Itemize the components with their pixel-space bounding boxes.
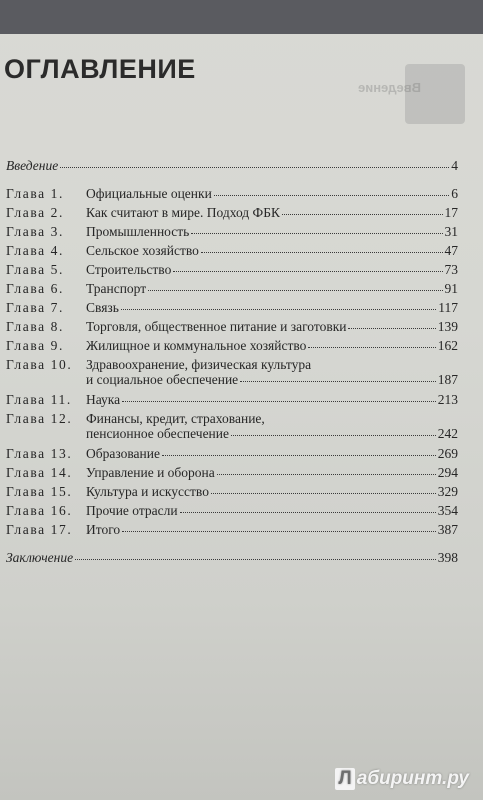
- chapter-title-line: Сельское хозяйство: [86, 243, 199, 258]
- chapter-title-line: Образование: [86, 446, 160, 461]
- toc-page-number: 398: [437, 550, 458, 565]
- toc-page-number: 162: [437, 338, 458, 353]
- toc-page-number: 4: [451, 158, 458, 173]
- dot-leader: [217, 474, 436, 475]
- chapter-label: Глава 1.: [6, 186, 65, 201]
- chapter-label: Глава 6.: [6, 281, 65, 296]
- dot-leader: [173, 271, 442, 272]
- toc-page-number: 387: [437, 522, 458, 537]
- toc-page-number: 269: [437, 446, 458, 461]
- chapter-label: Глава 15.: [6, 484, 73, 499]
- publisher-watermark: [335, 768, 469, 790]
- toc-page-number: 91: [444, 281, 458, 296]
- chapter-title-line: Жилищное и коммунальное хозяйство: [86, 338, 307, 353]
- dot-leader: [75, 559, 436, 560]
- toc-page-number: 31: [444, 224, 458, 239]
- chapter-label: Глава 4.: [6, 243, 65, 258]
- chapter-title-line: Связь: [86, 300, 119, 315]
- toc-page-number: 139: [437, 319, 458, 334]
- chapter-title-line: Финансы, кредит, страхование,: [86, 411, 265, 426]
- dot-leader: [180, 512, 436, 513]
- chapter-title-line: Управление и оборона: [86, 465, 215, 480]
- dot-leader: [60, 167, 449, 168]
- toc-page-number: 47: [444, 243, 458, 258]
- toc-page-number: 213: [437, 392, 458, 407]
- dot-leader: [348, 328, 435, 329]
- watermark-text: абиринт.ру: [356, 768, 469, 789]
- chapter-label: Глава 3.: [6, 224, 65, 239]
- chapter-label: Глава 7.: [6, 300, 65, 315]
- toc-entry-title: Введение: [6, 158, 59, 173]
- chapter-title-line: Итого: [86, 522, 121, 537]
- chapter-title-line: Прочие отрасли: [86, 503, 178, 518]
- chapter-label: Глава 13.: [6, 446, 73, 461]
- dot-leader: [162, 455, 436, 456]
- chapter-title-line: Промышленность: [86, 224, 190, 239]
- chapter-title-line: Торговля, общественное питание и заготовки: [86, 319, 347, 334]
- toc-page-number: 329: [437, 484, 458, 499]
- dot-leader: [201, 252, 443, 253]
- watermark-logo-mark: Л: [335, 768, 354, 790]
- chapter-label: Глава 10.: [6, 357, 73, 372]
- chapter-title-line: Здравоохранение, физическая культура: [86, 357, 312, 372]
- chapter-title-line: Официальные оценки: [86, 186, 212, 201]
- chapter-label: Глава 8.: [6, 319, 65, 334]
- dot-leader: [308, 347, 435, 348]
- dark-background-strip: [0, 0, 483, 34]
- chapter-label: Глава 16.: [6, 503, 73, 518]
- chapter-label: Глава 12.: [6, 411, 73, 426]
- dot-leader: [191, 233, 442, 234]
- toc-page-number: 73: [444, 262, 458, 277]
- toc-page-number: 6: [451, 186, 458, 201]
- chapter-title-line: Строительство: [86, 262, 172, 277]
- chapter-title-line: Наука: [86, 392, 121, 407]
- dot-leader: [214, 195, 449, 196]
- toc-page-number: 294: [437, 465, 458, 480]
- chapter-label: Глава 5.: [6, 262, 65, 277]
- chapter-label: Глава 14.: [6, 465, 73, 480]
- toc-page-number: 242: [437, 426, 458, 441]
- chapter-label: Глава 2.: [6, 205, 65, 220]
- show-through-text: Введение: [358, 80, 421, 95]
- toc-page-number: 187: [437, 372, 458, 387]
- chapter-label: Глава 9.: [6, 338, 65, 353]
- chapter-label: Глава 17.: [6, 522, 73, 537]
- dot-leader: [121, 309, 436, 310]
- chapter-title-line: и социальное обеспечение: [86, 372, 239, 387]
- dot-leader: [282, 214, 443, 215]
- dot-leader: [240, 381, 436, 382]
- dot-leader: [211, 493, 436, 494]
- toc-page-number: 117: [438, 300, 458, 315]
- toc-page-number: 354: [437, 503, 458, 518]
- page-title: ОГЛАВЛЕНИЕ: [4, 54, 196, 84]
- toc-entry-title: Заключение: [6, 550, 74, 565]
- chapter-title-line: Транспорт: [86, 281, 147, 296]
- dot-leader: [122, 531, 436, 532]
- chapter-title-line: Как считают в мире. Подход ФБК: [86, 205, 280, 220]
- dot-leader: [231, 435, 436, 436]
- chapter-title-line: Культура и искусство: [86, 484, 209, 499]
- chapter-label: Глава 11.: [6, 392, 72, 407]
- dot-leader: [122, 401, 436, 402]
- dot-leader: [148, 290, 442, 291]
- toc-page-number: 17: [444, 205, 458, 220]
- chapter-title-line: пенсионное обеспечение: [86, 426, 230, 441]
